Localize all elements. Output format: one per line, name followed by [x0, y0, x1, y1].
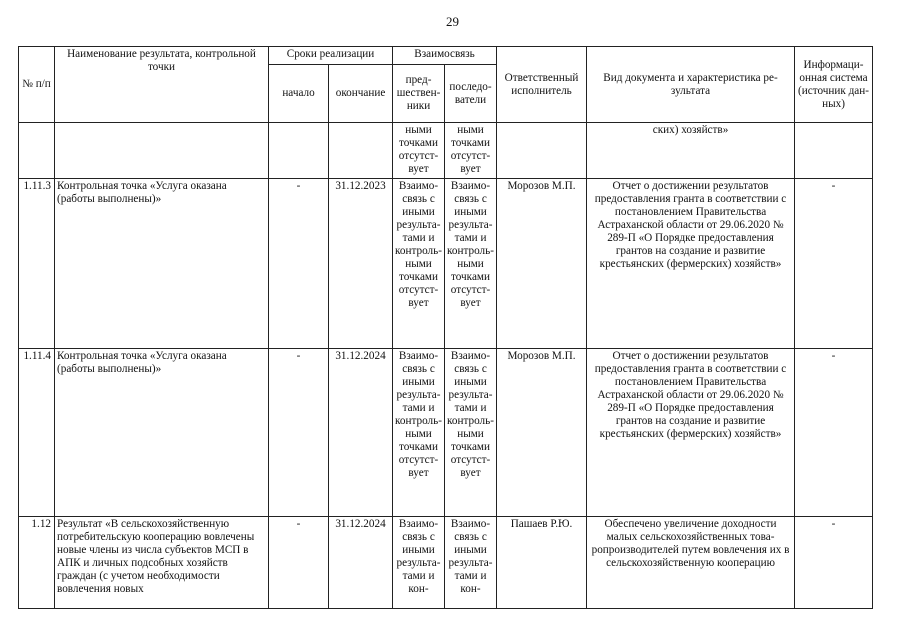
row-start: -: [269, 517, 329, 609]
header-doc: Вид документа и характеристика результата: [587, 47, 795, 123]
row-responsible: [497, 123, 587, 179]
row-start: [269, 123, 329, 179]
row-predecessors: ными точками отсутствует: [393, 123, 445, 179]
row-num: [19, 123, 55, 179]
row-start: -: [269, 349, 329, 517]
row-num: 1.12: [19, 517, 55, 609]
table-row: [19, 517, 873, 609]
row-doc: Обеспечено увеличение доходности малых сельскохозяйственных товаропроизводителей путем вовлечения их в сельскохозяйственную кооперацию: [587, 517, 795, 609]
row-doc: Отчет о достижении результатов предоставления гранта в соответствии с постановлением Правительства Астраханской области от 29.06.2020 № 289-П «О Порядке предоставления грантов на создание и развитие крестьянских (фермерских) хозяйств»: [587, 349, 795, 517]
row-end: 31.12.2024: [329, 349, 393, 517]
row-end: 31.12.2023: [329, 179, 393, 349]
row-info: [795, 123, 873, 179]
row-predecessors: Взаимосвязь с иными результатами и контрольными точками отсутствует: [393, 179, 445, 349]
header-start: начало: [269, 65, 329, 123]
row-doc: ских) хозяйств»: [587, 123, 795, 179]
header-successors: последователи: [445, 65, 497, 123]
row-name: Результат «В сельскохозяйственную потребительскую кооперацию вовлечены новые члены из числа субъектов МСП в АПК и личных подсобных хозяйств граждан (с учетом необходимости вовлечения новых: [55, 517, 269, 609]
row-info: -: [795, 349, 873, 517]
header-predecessors: предшественники: [393, 65, 445, 123]
row-successors: Взаимосвязь с иными результатами и кон-: [445, 517, 497, 609]
header-name: Наименование результата, контрольной точки: [55, 47, 269, 123]
row-info: -: [795, 179, 873, 349]
row-successors: Взаимосвязь с иными результатами и контрольными точками отсутствует: [445, 349, 497, 517]
header-num: № п/п: [19, 47, 55, 123]
row-num: 1.11.4: [19, 349, 55, 517]
results-table: [18, 46, 873, 609]
row-end: [329, 123, 393, 179]
row-end: 31.12.2024: [329, 517, 393, 609]
header-info: Информационная система (источник данных): [795, 47, 873, 123]
row-responsible: Морозов М.П.: [497, 349, 587, 517]
row-start: -: [269, 179, 329, 349]
header-link: Взаимосвязь: [393, 47, 497, 65]
table-row: [19, 123, 873, 179]
table-row: [19, 349, 873, 517]
row-name: Контрольная точка «Услуга оказана (работы выполнены)»: [55, 349, 269, 517]
row-name: [55, 123, 269, 179]
row-successors: Взаимосвязь с иными результатами и контрольными точками отсутствует: [445, 179, 497, 349]
table-row: [19, 179, 873, 349]
row-doc: Отчет о достижении результатов предоставления гранта в соответствии с постановлением Правительства Астраханской области от 29.06.2020 № 289-П «О Порядке предоставления грантов на создание и развитие крестьянских (фермерских) хозяйств»: [587, 179, 795, 349]
row-num: 1.11.3: [19, 179, 55, 349]
page-number: 29: [446, 14, 459, 29]
header-responsible: Ответственный исполнитель: [497, 47, 587, 123]
row-name: Контрольная точка «Услуга оказана (работы выполнены)»: [55, 179, 269, 349]
row-predecessors: Взаимосвязь с иными результатами и контрольными точками отсутствует: [393, 349, 445, 517]
row-responsible: Пашаев Р.Ю.: [497, 517, 587, 609]
row-responsible: Морозов М.П.: [497, 179, 587, 349]
row-predecessors: Взаимосвязь с иными результатами и кон-: [393, 517, 445, 609]
row-successors: ными точками отсутствует: [445, 123, 497, 179]
header-end: окончание: [329, 65, 393, 123]
row-info: -: [795, 517, 873, 609]
header-terms: Сроки реализации: [269, 47, 393, 65]
